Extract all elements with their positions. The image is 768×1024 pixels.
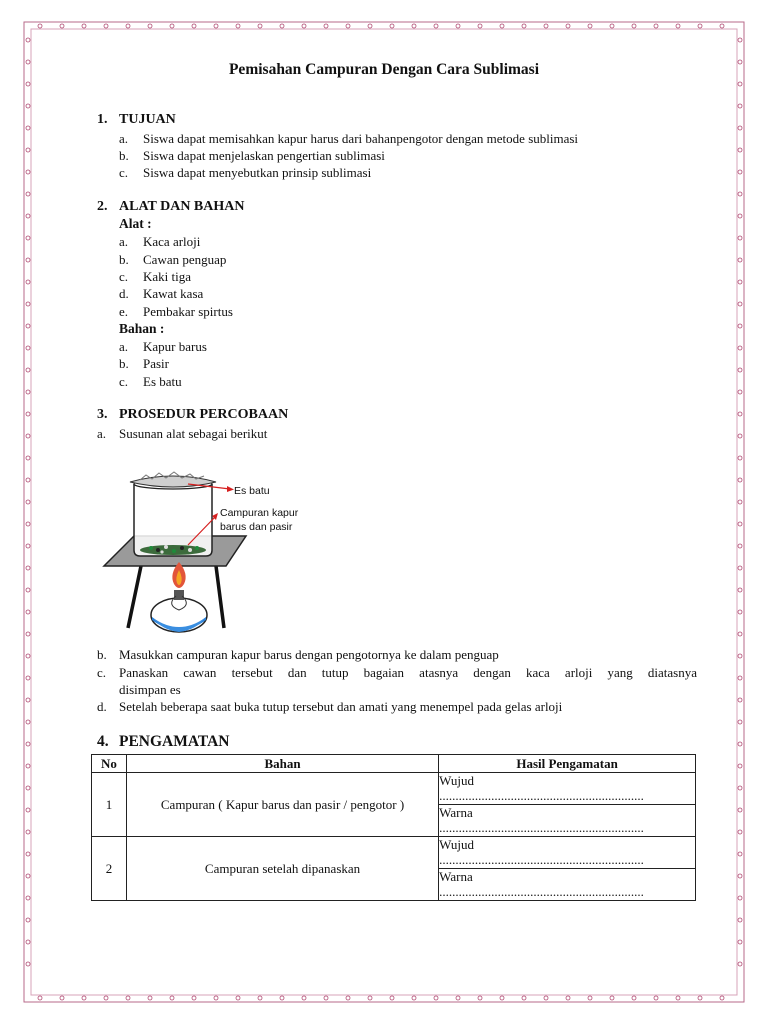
list-item: b. Siswa dapat menjelaskan pengertian sublimasi [119,148,385,163]
section-title: PENGAMATAN [119,733,230,750]
page-title: Pemisahan Campuran Dengan Cara Sublimasi [228,61,540,78]
section-title: PROSEDUR PERCOBAAN [119,407,289,422]
section-tujuan-heading [97,112,176,128]
list-item: b. Pasir [119,356,169,371]
table-header-row [92,755,696,773]
list-item: b. Cawan penguap [119,252,227,267]
section-number: 2. [97,199,108,214]
section-alat-bahan-heading [97,199,245,215]
section-title: TUJUAN [119,112,176,127]
section-title: ALAT DAN BAHAN [119,199,245,214]
procedure-step: d. Setelah beberapa saat buka tutup tersebut dan amati yang menempel pada gelas arloji [97,699,563,714]
list-item: a. Siswa dapat memisahkan kapur harus dari bahanpengotor dengan metode sublimasi [119,131,579,146]
header-bahan: Bahan [126,755,438,773]
section-number: 3. [97,407,108,422]
sublimation-apparatus-diagram [96,470,356,635]
header-no: No [92,755,127,773]
cell-wujud: Wujud ............................................................... [439,837,696,869]
list-item: c. Es batu [119,374,182,389]
header-hasil: Hasil Pengamatan [439,755,696,773]
bahan-subheading: Bahan : [119,321,165,336]
cell-warna: Warna ............................................................... [439,869,696,901]
list-item: d. Kawat kasa [119,286,204,301]
cell-no: 2 [92,837,127,901]
cell-no: 1 [92,773,127,837]
cell-bahan: Campuran ( Kapur barus dan pasir / pengotor ) [126,773,438,837]
list-item: c. Kaki tiga [119,269,192,284]
procedure-step: b. Masukkan campuran kapur barus dengan pengotornya ke dalam penguap [97,647,499,662]
section-prosedur-heading [97,407,288,423]
list-item: e. Pembakar spirtus [119,304,233,319]
section-pengamatan-heading [97,733,230,751]
list-item: a. Kapur barus [119,339,207,354]
list-item: c. Siswa dapat menyebutkan prinsip sublimasi [119,165,372,180]
table-row [92,837,696,869]
list-item: a. Kaca arloji [119,234,201,249]
section-number: 1. [97,112,108,127]
spirit-burner [151,598,207,632]
label-mixture-line2: barus dan pasir [220,521,293,533]
cell-warna: Warna ............................................................... [439,805,696,837]
procedure-step: c. Panaskan cawan tersebut dan tutup bagaian atasnya dengan kaca arloji yang diatasnya disimpan es [97,665,697,697]
section-number: 4. [97,733,109,750]
label-mixture-line1: Campuran kapur [220,507,299,519]
table-row [92,773,696,805]
cell-wujud: Wujud ............................................................... [439,773,696,805]
observation-table [91,754,696,901]
mixture-particles [140,545,206,555]
alat-subheading: Alat : [119,216,152,231]
cell-bahan: Campuran setelah dipanaskan [126,837,438,901]
label-es-batu: Es batu [234,485,270,497]
procedure-step: a. Susunan alat sebagai berikut [97,426,268,441]
